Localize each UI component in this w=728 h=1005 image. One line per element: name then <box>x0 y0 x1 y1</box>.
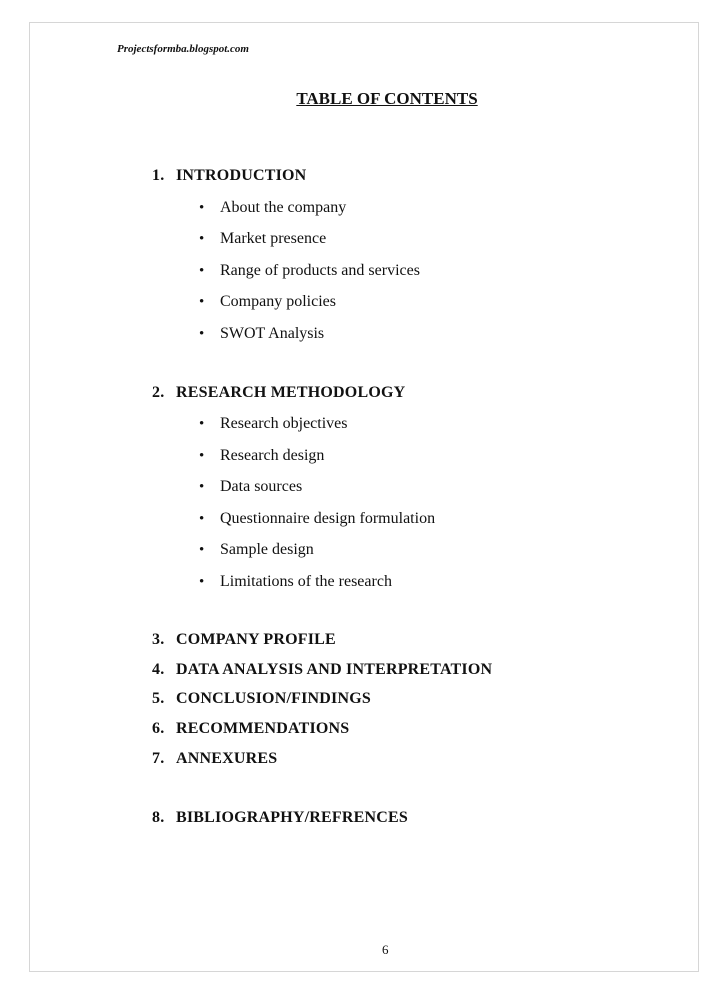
toc-bullet-item: • Data sources <box>199 478 303 495</box>
section-number: 1. <box>152 167 165 184</box>
toc-bullet-item: • About the company <box>199 199 347 216</box>
section-number: 8. <box>152 809 165 826</box>
toc-bullet-item: • SWOT Analysis <box>199 325 325 342</box>
toc-section-8 <box>152 809 408 827</box>
toc-bullet-item: • Market presence <box>199 230 327 247</box>
section-label: RESEARCH METHODOLOGY <box>176 384 406 401</box>
toc-section-7 <box>152 750 277 768</box>
blog-header: Projectsformba.blogspot.com <box>117 43 249 55</box>
page-border <box>29 22 699 972</box>
toc-section-5 <box>152 690 371 708</box>
section-number: 6. <box>152 720 165 737</box>
bullet-icon: • <box>199 294 205 310</box>
section-label: ANNEXURES <box>176 750 278 767</box>
toc-bullet-item: • Company policies <box>199 293 336 310</box>
bullet-icon: • <box>199 479 205 495</box>
section-label: DATA ANALYSIS AND INTERPRETATION <box>176 661 493 678</box>
toc-bullet-item: • Sample design <box>199 541 314 558</box>
bullet-icon: • <box>199 574 205 590</box>
toc-section-3 <box>152 631 336 649</box>
toc-bullet-item: • Questionnaire design formulation <box>199 510 436 527</box>
bullet-icon: • <box>199 542 205 558</box>
toc-section-2 <box>152 384 405 402</box>
toc-bullet-item: • Limitations of the research <box>199 573 392 590</box>
section-label: CONCLUSION/FINDINGS <box>176 690 371 707</box>
section-label: RECOMMENDATIONS <box>176 720 350 737</box>
section-label: INTRODUCTION <box>176 167 307 184</box>
section-number: 7. <box>152 750 165 767</box>
toc-section-4 <box>152 661 492 679</box>
toc-bullet-item: • Research design <box>199 447 325 464</box>
page-number: 6 <box>382 942 389 957</box>
toc-section-1 <box>152 167 306 185</box>
bullet-icon: • <box>199 200 205 216</box>
section-number: 4. <box>152 661 165 678</box>
toc-bullet-item: • Research objectives <box>199 415 348 432</box>
toc-section-6 <box>152 720 349 738</box>
bullet-icon: • <box>199 231 205 247</box>
bullet-icon: • <box>199 326 205 342</box>
section-number: 2. <box>152 384 165 401</box>
bullet-icon: • <box>199 416 205 432</box>
bullet-icon: • <box>199 511 205 527</box>
bullet-icon: • <box>199 448 205 464</box>
section-number: 3. <box>152 631 165 648</box>
section-label: BIBLIOGRAPHY/REFRENCES <box>176 809 408 826</box>
section-number: 5. <box>152 690 165 707</box>
toc-title: TABLE OF CONTENTS <box>296 89 478 108</box>
bullet-icon: • <box>199 263 205 279</box>
section-label: COMPANY PROFILE <box>176 631 336 648</box>
toc-bullet-item: • Range of products and services <box>199 262 420 279</box>
